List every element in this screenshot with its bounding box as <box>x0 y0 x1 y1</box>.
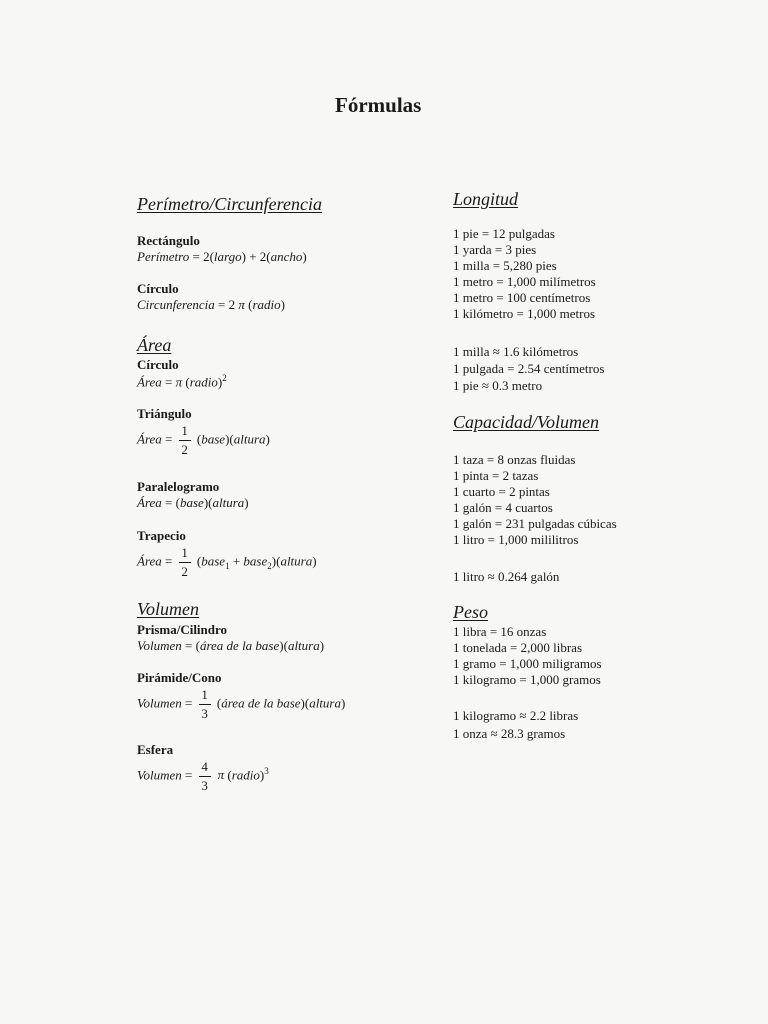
conversion-line: 1 kilómetro = 1,000 metros <box>453 306 596 321</box>
conversion-line: 1 galón = 231 pulgadas cúbicas <box>453 516 617 531</box>
conversion-line: 1 tonelada = 2,000 libras <box>453 640 582 655</box>
parallelogram-label: Paralelogramo <box>137 479 220 494</box>
approx-line: 1 pulgada = 2.54 centímetros <box>453 361 605 376</box>
sphere-volume-formula: Volumen = $\frac{4}{3}$ π (radio)$^3$ <box>137 759 269 793</box>
area-circle-formula: Área = π (radio)$^2$ <box>137 373 227 390</box>
prism-label: Prisma/Cilindro <box>137 622 228 637</box>
weight-heading: Peso <box>453 602 488 622</box>
circle-label: Círculo <box>137 281 179 296</box>
conversion-line: 1 cuarto = 2 pintas <box>453 484 550 499</box>
conversion-line: 1 galón = 4 cuartos <box>453 500 553 515</box>
capacity-heading: Capacidad/Volumen <box>453 412 599 432</box>
triangle-label: Triángulo <box>137 406 192 421</box>
area-heading: Área <box>137 335 172 355</box>
weight-approximations <box>453 708 578 744</box>
conversion-line: 1 milla = 5,280 pies <box>453 258 557 273</box>
length-heading: Longitud <box>453 189 519 209</box>
pyramid-volume-formula: Volumen = $\frac{1}{3}$ (área de la base)(altura) <box>137 687 346 721</box>
conversion-line: 1 yarda = 3 pies <box>453 242 537 257</box>
length-conversions <box>453 226 596 322</box>
approx-line: 1 onza ≈ 28.3 gramos <box>453 726 566 741</box>
conversion-line: 1 metro = 1,000 milímetros <box>453 274 596 289</box>
approx-line: 1 litro ≈ 0.264 galón <box>453 569 560 584</box>
perimeter-heading: Perímetro/Circunferencia <box>137 194 322 214</box>
prism-volume-formula: Volumen = (área de la base)(altura) <box>137 638 325 653</box>
circumference-formula: Circunferencia = 2 π (radio) <box>137 297 285 312</box>
rectangle-perimeter-formula: Perímetro = 2(largo) + 2(ancho) <box>137 249 307 264</box>
fraction: $\frac{1}{3}$ <box>199 687 211 722</box>
fraction: $\frac{4}{3}$ <box>199 759 211 794</box>
conversion-line: 1 metro = 100 centímetros <box>453 290 591 305</box>
fraction: $\frac{1}{2}$ <box>179 545 191 580</box>
area-circle-label: Círculo <box>137 357 179 372</box>
conversion-line: 1 taza = 8 onzas fluidas <box>453 452 576 467</box>
conversion-line: 1 litro = 1,000 mililitros <box>453 532 579 547</box>
trapezoid-label: Trapecio <box>137 528 186 543</box>
volume-heading: Volumen <box>137 599 199 619</box>
length-approximations <box>453 344 604 395</box>
weight-conversions <box>453 624 602 688</box>
triangle-area-formula: Área = $\frac{1}{2}$ (base)(altura) <box>137 423 270 457</box>
parallelogram-area-formula: Área = (base)(altura) <box>137 495 249 510</box>
conversion-line: 1 pinta = 2 tazas <box>453 468 539 483</box>
approx-line: 1 pie ≈ 0.3 metro <box>453 378 543 393</box>
sphere-label: Esfera <box>137 742 174 757</box>
trapezoid-area-formula: Área = $\frac{1}{2}$ (base$_1$ + base$_2$)(altura) <box>137 545 317 579</box>
conversion-line: 1 pie = 12 pulgadas <box>453 226 555 241</box>
pyramid-label: Pirámide/Cono <box>137 670 222 685</box>
capacity-conversions <box>453 452 617 548</box>
conversion-line: 1 kilogramo = 1,000 gramos <box>453 672 601 687</box>
approx-line: 1 milla ≈ 1.6 kilómetros <box>453 344 579 359</box>
fraction: $\frac{1}{2}$ <box>179 423 191 458</box>
conversion-line: 1 libra = 16 onzas <box>453 624 547 639</box>
page-title: Fórmulas <box>335 93 422 117</box>
conversion-line: 1 gramo = 1,000 miligramos <box>453 656 602 671</box>
rectangle-label: Rectángulo <box>137 233 200 248</box>
approx-line: 1 kilogramo ≈ 2.2 libras <box>453 708 579 723</box>
